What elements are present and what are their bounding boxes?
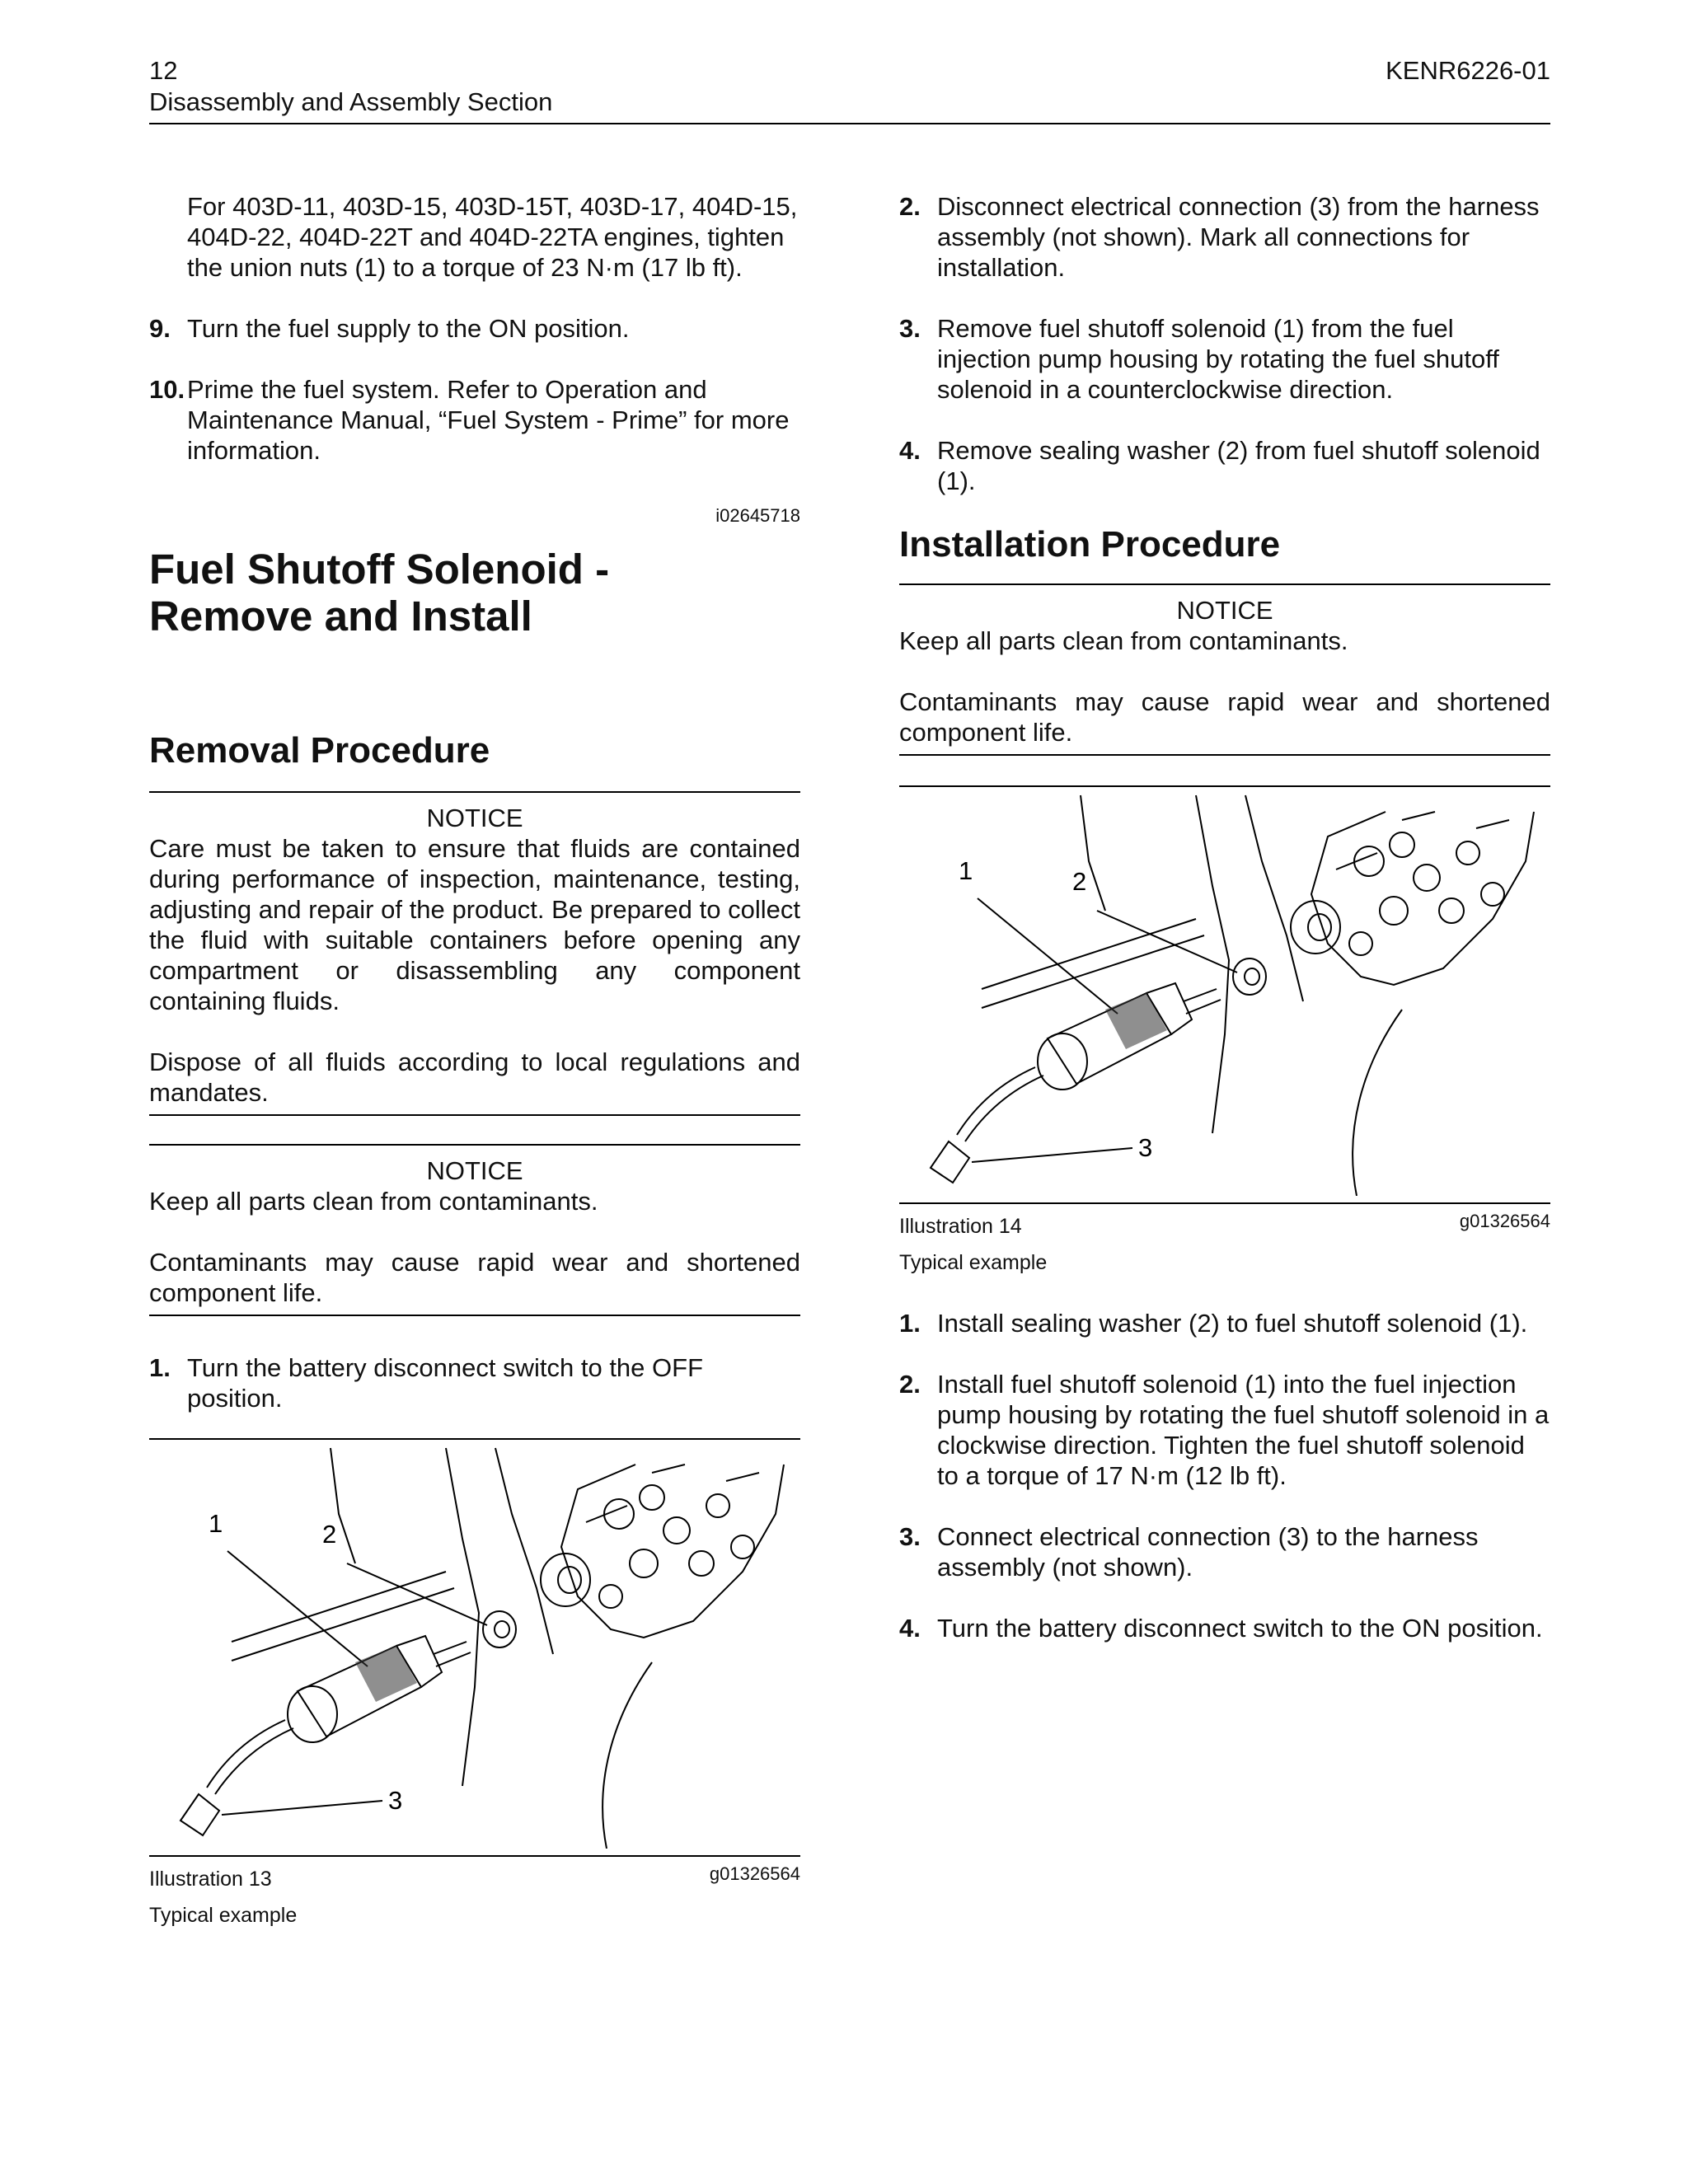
callout-2: 2 [1072,867,1087,896]
topic-id: i02645718 [715,505,800,526]
notice-text: Keep all parts clean from contaminants. [149,1187,598,1216]
illustration-caption [149,1863,800,1928]
step-text: Install fuel shutoff solenoid (1) into the fuel injection pump housing by rotating the fuel shutoff solenoid in a clockwise direction. Tighten the fuel shutoff solenoid to a torque of 17 N·m (12 lb ft). [937,1370,1550,1490]
illustration-subcaption: Typical example [899,1251,1048,1274]
illustration-13 [149,1438,800,1857]
callout-3: 3 [1138,1133,1153,1162]
notice-title: NOTICE [1176,596,1273,625]
step-text: Turn the fuel supply to the ON position. [187,314,630,343]
callout-1: 1 [959,856,973,885]
notice-contaminants [149,1144,800,1316]
step-number: 1. [899,1309,921,1338]
callout-3: 3 [388,1786,403,1815]
step-10 [149,374,800,466]
step-9 [149,313,800,344]
step-text: Install sealing washer (2) to fuel shutoff solenoid (1). [937,1309,1528,1338]
step-number: 4. [899,1614,921,1643]
notice-text: Dispose of all fluids according to local regulations and mandates. [149,1047,800,1107]
step-text: Turn the battery disconnect switch to the ON position. [937,1614,1543,1643]
step-text: Disconnect electrical connection (3) from the harness assembly (not shown). Mark all connections for installation. [937,192,1540,282]
removal-step-3 [899,313,1550,405]
notice-title: NOTICE [426,804,523,832]
step-text: Remove fuel shutoff solenoid (1) from the fuel injection pump housing by rotating the fuel shutoff solenoid in a counterclockwise direction. [937,314,1499,404]
removal-heading: Removal Procedure [149,730,490,771]
step-text: Connect electrical connection (3) to the harness assembly (not shown). [937,1522,1479,1582]
callout-2: 2 [322,1520,337,1549]
notice-text: Contaminants may cause rapid wear and shortened component life. [899,687,1550,747]
illustration-label: Illustration 14 [899,1215,1022,1238]
left-column [149,191,800,1928]
illustration-subcaption: Typical example [149,1904,298,1927]
install-step-3 [899,1521,1550,1582]
notice-text: Care must be taken to ensure that fluids are contained during performance of inspection, maintenance, testing, adjusting and repair of the product. Be prepared to collect the fluid with suitable containers before opening any compartment or disassembling any component containing fluids. [149,834,800,1015]
step-1 [149,1352,800,1413]
solenoid-illustration [899,787,1550,1196]
step-number: 2. [899,1370,921,1399]
page-number: 12 [149,56,178,85]
step-number: 1. [149,1353,171,1382]
graphic-id: g01326564 [1459,1211,1550,1231]
step-number: 2. [899,192,921,221]
install-step-1 [899,1308,1550,1338]
topic-title: Fuel Shutoff Solenoid - Remove and Install [149,546,610,640]
step-number: 9. [149,314,171,343]
step-text: Prime the fuel system. Refer to Operation and Maintenance Manual, “Fuel System - Prime” for more information. [187,375,790,465]
illustration-label: Illustration 13 [149,1868,272,1891]
continued-paragraph: For 403D-11, 403D-15, 403D-15T, 403D-17, 404D-15, 404D-22, 404D-22T and 404D-22TA engines, tighten the union nuts (1) to a torque of 23 N·m (17 lb ft). [187,192,798,282]
notice-text: Keep all parts clean from contaminants. [899,626,1348,655]
install-step-4 [899,1613,1550,1643]
section-title: Disassembly and Assembly Section [149,87,553,116]
header-rule [149,123,1550,124]
graphic-id: g01326564 [709,1863,800,1884]
solenoid-illustration [149,1440,800,1849]
notice-fluids [149,791,800,1116]
install-step-2 [899,1369,1550,1491]
installation-heading: Installation Procedure [899,524,1281,565]
step-number: 10. [149,375,185,404]
illustration-caption [899,1211,1550,1275]
removal-step-4 [899,435,1550,496]
notice-text: Contaminants may cause rapid wear and shortened component life. [149,1248,800,1307]
removal-step-2 [899,191,1550,283]
step-number: 4. [899,436,921,465]
notice-title: NOTICE [426,1156,523,1185]
step-text: Turn the battery disconnect switch to the OFF position. [187,1353,704,1413]
document-number: KENR6226-01 [1386,56,1550,85]
step-text: Remove sealing washer (2) from fuel shutoff solenoid (1). [937,436,1540,495]
step-number: 3. [899,314,921,343]
right-column [899,191,1550,1674]
notice-contaminants [899,583,1550,756]
step-number: 3. [899,1522,921,1551]
illustration-14 [899,785,1550,1204]
callout-1: 1 [209,1509,223,1538]
